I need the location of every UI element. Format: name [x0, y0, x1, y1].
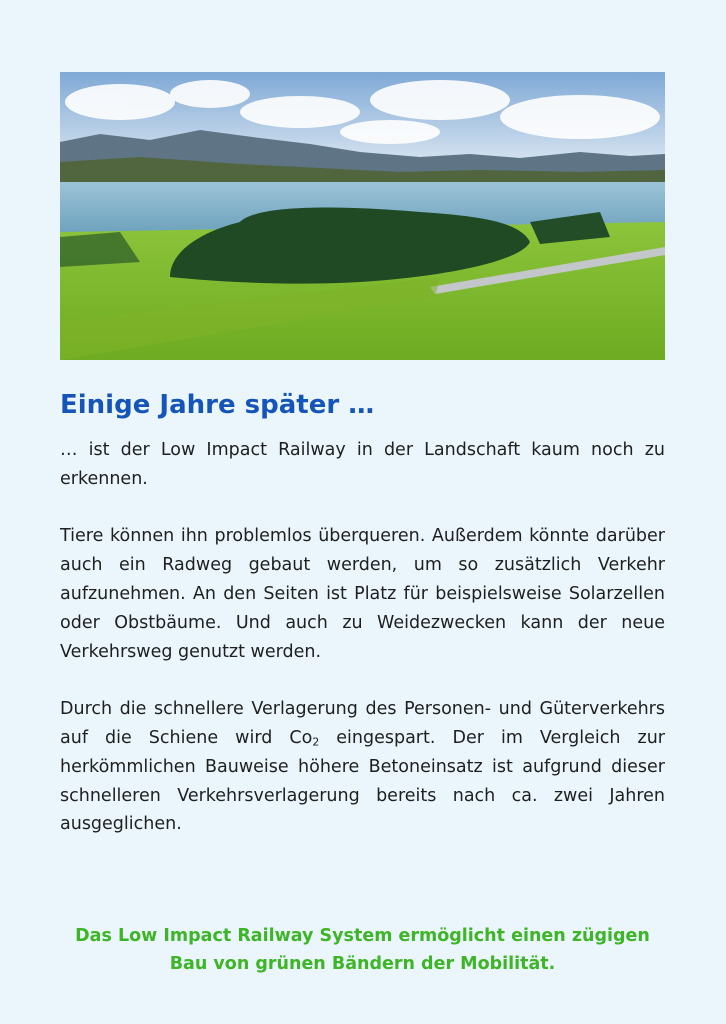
body-text [60, 436, 665, 839]
intro-paragraph: … ist der Low Impact Railway in der Landschaft kaum noch zu erkennen. [60, 440, 665, 489]
landscape-illustration [60, 72, 665, 360]
co2-paragraph [60, 695, 665, 839]
co2-subscript: 2 [312, 735, 320, 749]
co2-text-before: Durch die schnellere Verlagerung des Personen- und Güterverkehrs auf die Schiene wird Co [60, 699, 665, 748]
page-title: Einige Jahre später … [60, 390, 375, 420]
wildlife-paragraph: Tiere können ihn problemlos überqueren. Außerdem könnte darüber auch ein Radweg gebaut werden, um so zusätzlich Verkehr aufzunehmen. An den Seiten ist Platz für beispielsweise Solarzellen oder Obstbäume. Und auch zu Weidezwecken kann der neue Verkehrsweg genutzt werden. [60, 526, 665, 662]
hero-landscape-image [60, 72, 665, 360]
highlight-callout: Das Low Impact Railway System ermöglicht einen zügigen Bau von grünen Bändern der Mobilität. [75, 926, 650, 974]
co2-text-after: eingespart. Der im Vergleich zur herkömmlichen Bauweise höhere Betoneinsatz ist aufgrund dieser schnelleren Verkehrsverlagerung bereits nach ca. zwei Jahren ausgeglichen. [60, 727, 666, 835]
